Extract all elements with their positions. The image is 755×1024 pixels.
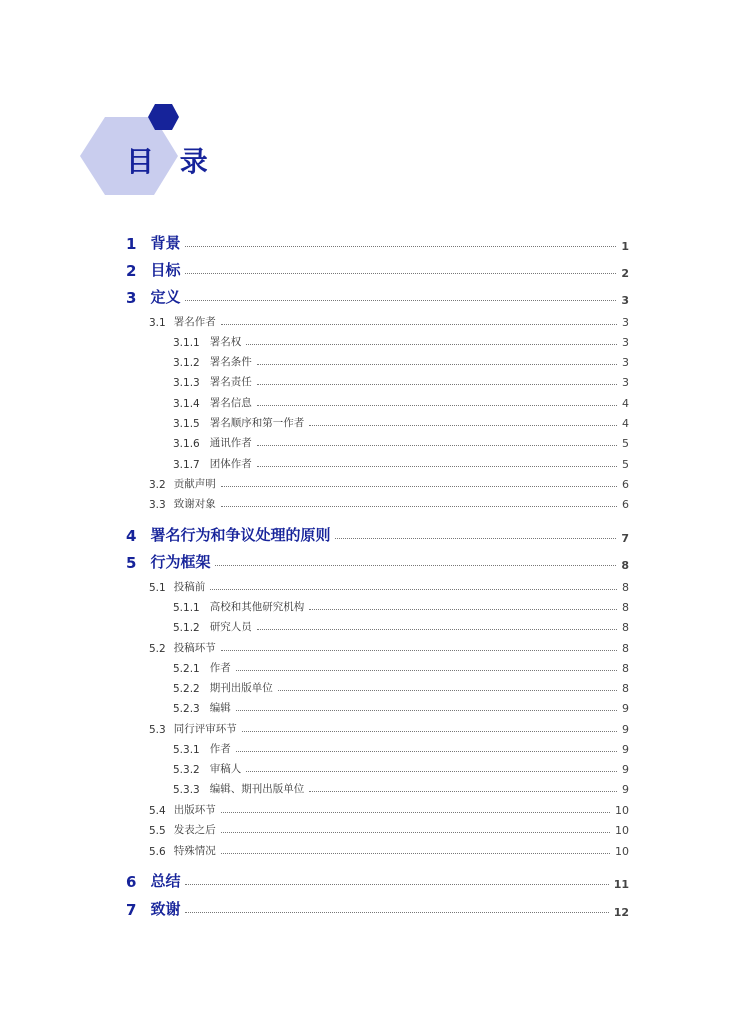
- toc-entry-number: 5.1.2: [173, 622, 200, 634]
- toc-entry-number: 3.2: [149, 479, 166, 491]
- toc-entry-page: 5: [622, 437, 629, 450]
- page-title: 目 录: [126, 145, 216, 178]
- dot-leader: [309, 791, 617, 792]
- toc-entry-number: 3.1.4: [173, 398, 200, 410]
- dot-leader: [185, 273, 616, 274]
- toc-entry-page: 4: [622, 417, 629, 430]
- toc-entry-page: 8: [622, 662, 629, 675]
- toc-entry-page: 8: [622, 682, 629, 695]
- toc-entry-label: 署名作者: [173, 316, 216, 328]
- toc-entry-page: 9: [622, 783, 629, 796]
- toc-entry-page: 3: [622, 336, 629, 349]
- dot-leader: [309, 609, 617, 610]
- dot-leader: [185, 300, 616, 301]
- toc-entry-label: 署名条件: [209, 356, 252, 368]
- toc-entry-label: 贡献声明: [173, 478, 216, 490]
- dot-leader: [221, 832, 610, 833]
- dot-leader: [185, 246, 616, 247]
- toc-entry-number: 5.5: [149, 825, 166, 837]
- toc-entry-label: 出版环节: [173, 804, 216, 816]
- toc-entry-label: 研究人员: [209, 621, 252, 633]
- toc-entry-page: 8: [622, 601, 629, 614]
- toc-entry[interactable]: [126, 232, 629, 253]
- toc-entry-label: 作者: [209, 662, 231, 674]
- toc-entry-label: 背景: [150, 234, 181, 252]
- toc-entry-number: 5.4: [149, 805, 166, 817]
- toc-entry[interactable]: [149, 721, 629, 736]
- toc-entry-number: 6: [126, 873, 137, 891]
- dot-leader: [210, 589, 617, 590]
- toc-entry-page: 3: [621, 294, 629, 307]
- toc-entry[interactable]: [173, 660, 629, 675]
- toc-entry-page: 12: [613, 906, 629, 919]
- dot-leader: [221, 486, 617, 487]
- toc-entry-label: 致谢: [150, 900, 181, 918]
- dot-leader: [236, 751, 617, 752]
- toc-entry[interactable]: [149, 802, 629, 817]
- toc-entry[interactable]: [149, 579, 629, 594]
- toc-entry-page: 3: [622, 316, 629, 329]
- toc-entry-page: 8: [622, 581, 629, 594]
- toc-entry-number: 5.3.3: [173, 784, 200, 796]
- toc-entry-label: 编辑: [209, 702, 231, 714]
- toc-entry-number: 5.2: [149, 643, 166, 655]
- toc-entry[interactable]: [173, 741, 629, 756]
- toc-entry-label: 署名责任: [209, 376, 252, 388]
- dot-leader: [257, 405, 617, 406]
- dot-leader: [185, 912, 608, 913]
- toc-entry-label: 编辑、期刊出版单位: [209, 783, 305, 795]
- dot-leader: [221, 506, 617, 507]
- toc-entry-label: 特殊情况: [173, 845, 216, 857]
- toc-entry[interactable]: [173, 761, 629, 776]
- toc-entry-number: 5.1.1: [173, 602, 200, 614]
- toc-entry-number: 7: [126, 901, 137, 919]
- toc-entry-number: 3.1.7: [173, 459, 200, 471]
- toc-entry[interactable]: [173, 395, 629, 410]
- toc-entry-label: 投稿前: [173, 581, 206, 593]
- toc-entry-number: 3.1.1: [173, 337, 200, 349]
- toc-entry[interactable]: [126, 524, 629, 545]
- dot-leader: [236, 710, 617, 711]
- toc-entry-number: 5.1: [149, 582, 166, 594]
- toc-entry-number: 3: [126, 289, 137, 307]
- toc-entry[interactable]: [173, 415, 629, 430]
- toc-entry-page: 9: [622, 743, 629, 756]
- dot-leader: [221, 324, 617, 325]
- dot-leader: [257, 364, 617, 365]
- toc-entry[interactable]: [149, 476, 629, 491]
- dot-leader: [246, 344, 617, 345]
- toc-entry[interactable]: [173, 435, 629, 450]
- dot-leader: [257, 466, 617, 467]
- toc-entry-label: 通讯作者: [209, 437, 252, 449]
- toc-entry[interactable]: [173, 334, 629, 349]
- dot-leader: [246, 771, 617, 772]
- dot-leader: [257, 384, 617, 385]
- dot-leader: [257, 629, 617, 630]
- dot-leader: [221, 650, 617, 651]
- toc-entry-page: 11: [613, 878, 629, 891]
- toc-entry-label: 总结: [150, 872, 181, 890]
- toc-entry-number: 3.1.5: [173, 418, 200, 430]
- toc-entry[interactable]: [173, 456, 629, 471]
- toc-entry[interactable]: [149, 822, 629, 837]
- toc-entry-number: 5.2.3: [173, 703, 200, 715]
- toc-entry-page: 3: [622, 376, 629, 389]
- toc-entry-number: 5.3.2: [173, 764, 200, 776]
- toc-entry-label: 团体作者: [209, 458, 252, 470]
- toc-entry-page: 4: [622, 397, 629, 410]
- toc-entry-page: 5: [622, 458, 629, 471]
- dot-leader: [335, 538, 616, 539]
- dot-leader: [215, 565, 616, 566]
- toc-entry-page: 3: [622, 356, 629, 369]
- toc-entry-number: 5.2.1: [173, 663, 200, 675]
- toc-entry-label: 审稿人: [209, 763, 242, 775]
- dot-leader: [236, 670, 617, 671]
- toc-entry-number: 3.3: [149, 499, 166, 511]
- toc-entry-page: 1: [621, 240, 629, 253]
- toc-entry-label: 署名行为和争议处理的原则: [150, 526, 331, 544]
- toc-entry-label: 期刊出版单位: [209, 682, 273, 694]
- toc-entry-number: 3.1: [149, 317, 166, 329]
- dot-leader: [242, 731, 617, 732]
- toc-entry-page: 9: [622, 763, 629, 776]
- dot-leader: [185, 884, 608, 885]
- toc-entry-label: 投稿环节: [173, 642, 216, 654]
- toc-entry[interactable]: [149, 843, 629, 858]
- toc-entry[interactable]: [126, 259, 629, 280]
- toc-entry[interactable]: [173, 680, 629, 695]
- toc-entry-page: 8: [621, 559, 629, 572]
- toc-entry-number: 1: [126, 235, 137, 253]
- toc-entry-label: 目标: [150, 261, 181, 279]
- toc-entry-page: 6: [622, 478, 629, 491]
- toc-entry-label: 行为框架: [150, 553, 211, 571]
- toc-entry-number: 5.6: [149, 846, 166, 858]
- toc-entry-label: 作者: [209, 743, 231, 755]
- toc-entry-label: 同行评审环节: [173, 723, 237, 735]
- toc-entry-label: 发表之后: [173, 824, 216, 836]
- toc-entry[interactable]: [149, 640, 629, 655]
- toc-entry-number: 4: [126, 527, 137, 545]
- toc-entry-label: 署名信息: [209, 397, 252, 409]
- toc-entry[interactable]: [126, 898, 629, 919]
- toc-entry[interactable]: [173, 781, 629, 796]
- toc-entry[interactable]: [173, 700, 629, 715]
- toc-entry-label: 署名顺序和第一作者: [209, 417, 305, 429]
- toc-entry-number: 2: [126, 262, 137, 280]
- toc-entry-number: 5.2.2: [173, 683, 200, 695]
- dot-leader: [221, 853, 610, 854]
- toc-entry[interactable]: [149, 496, 629, 511]
- dot-leader: [309, 425, 617, 426]
- dot-leader: [221, 812, 610, 813]
- toc-entry-page: 9: [622, 702, 629, 715]
- toc-entry[interactable]: [173, 354, 629, 369]
- toc-entry[interactable]: [173, 619, 629, 634]
- toc-entry[interactable]: [126, 870, 629, 891]
- toc-entry-number: 3.1.6: [173, 438, 200, 450]
- dot-leader: [257, 445, 617, 446]
- toc-entry-number: 5: [126, 554, 137, 572]
- toc-entry-page: 8: [622, 642, 629, 655]
- toc-entry-label: 致谢对象: [173, 498, 216, 510]
- toc-entry-label: 定义: [150, 288, 181, 306]
- toc-entry-page: 8: [622, 621, 629, 634]
- toc-entry-page: 10: [615, 845, 629, 858]
- dot-leader: [278, 690, 617, 691]
- toc-entry[interactable]: [173, 374, 629, 389]
- toc-entry[interactable]: [149, 314, 629, 329]
- toc-entry-label: 署名权: [209, 336, 242, 348]
- toc-entry[interactable]: [126, 551, 629, 572]
- toc-entry-page: 9: [622, 723, 629, 736]
- toc-entry-page: 2: [621, 267, 629, 280]
- toc-entry[interactable]: [126, 286, 629, 307]
- toc-entry-number: 3.1.3: [173, 377, 200, 389]
- toc-entry-page: 6: [622, 498, 629, 511]
- toc-entry-number: 5.3.1: [173, 744, 200, 756]
- toc-entry-page: 7: [621, 532, 629, 545]
- toc-entry-number: 5.3: [149, 724, 166, 736]
- toc-entry[interactable]: [173, 599, 629, 614]
- toc-entry-number: 3.1.2: [173, 357, 200, 369]
- toc-entry-label: 高校和其他研究机构: [209, 601, 305, 613]
- toc-entry-page: 10: [615, 824, 629, 837]
- toc-entry-page: 10: [615, 804, 629, 817]
